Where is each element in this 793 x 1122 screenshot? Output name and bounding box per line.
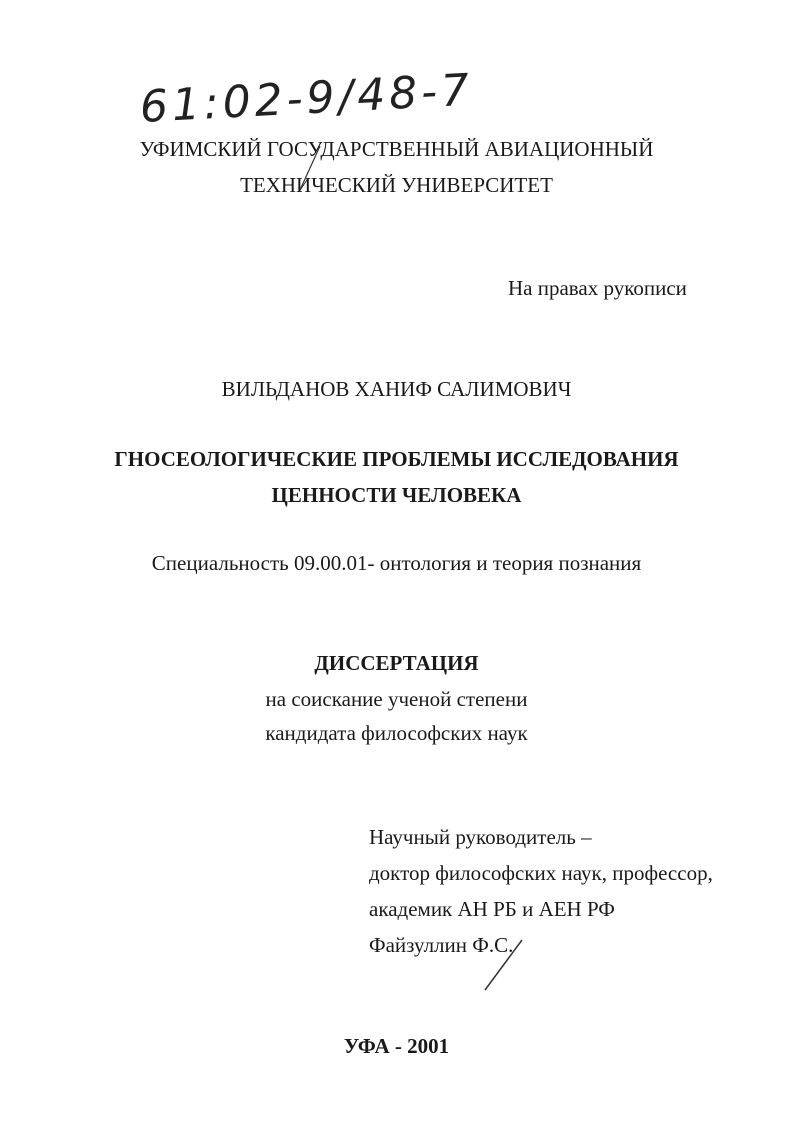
rights-note: На правах рукописи [508, 276, 687, 300]
supervisor-academic-title: академик АН РБ и АЕН РФ [369, 897, 615, 921]
handwritten-archive-code: 61:02-9/48-7 [138, 64, 475, 133]
university-name-line2: ТЕХНИЧЕСКИЙ УНИВЕРСИТЕТ [240, 173, 553, 197]
supervisor-name: Файзуллин Ф.С. [369, 933, 514, 957]
specialty-line: Специальность 09.00.01- онтология и теория познания [151, 551, 642, 575]
dissertation-degree-line2: кандидата философских наук [265, 721, 528, 745]
title-line2: ЦЕННОСТИ ЧЕЛОВЕКА [271, 483, 522, 507]
supervisor-degree: доктор философских наук, профессор, [369, 861, 713, 885]
dissertation-degree-line1: на соискание ученой степени [265, 687, 528, 711]
city-year: УФА - 2001 [343, 1034, 450, 1058]
dissertation-heading: ДИССЕРТАЦИЯ [314, 651, 479, 675]
author-name: ВИЛЬДАНОВ ХАНИФ САЛИМОВИЧ [221, 377, 572, 401]
pen-stroke-mark [485, 940, 522, 990]
supervisor-label: Научный руководитель – [369, 825, 592, 849]
university-name-line1: УФИМСКИЙ ГОСУДАРСТВЕННЫЙ АВИАЦИОННЫЙ [139, 137, 654, 161]
title-line1: ГНОСЕОЛОГИЧЕСКИЕ ПРОБЛЕМЫ ИССЛЕДОВАНИЯ [114, 447, 679, 471]
pen-stroke-mark [300, 146, 320, 190]
